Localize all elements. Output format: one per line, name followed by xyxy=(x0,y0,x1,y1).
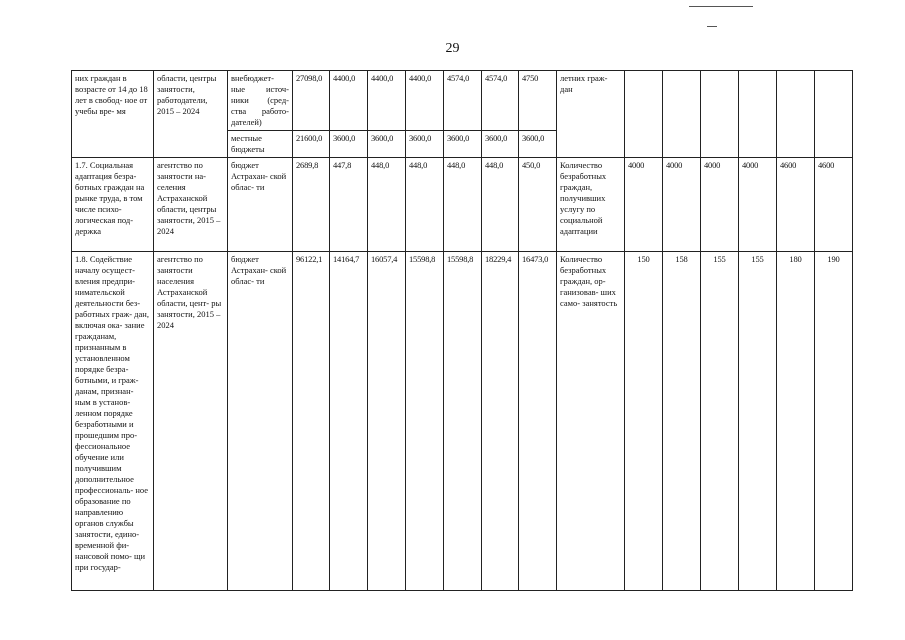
amount-year: 3600,0 xyxy=(444,131,482,158)
target-year xyxy=(701,71,739,158)
amount-year: 448,0 xyxy=(406,158,444,252)
top-right-rule xyxy=(689,6,753,7)
amount-year: 15598,8 xyxy=(444,252,482,591)
target-year: 190 xyxy=(815,252,853,591)
amount-year: 4400,0 xyxy=(406,71,444,131)
executor: агентство по занятости на- селения Астраханской области, центры занятости, 2015 – 2024 xyxy=(154,158,228,252)
amount-year: 448,0 xyxy=(368,158,406,252)
target-year xyxy=(625,71,663,158)
table-row xyxy=(72,158,853,252)
amount-year: 3600,0 xyxy=(406,131,444,158)
amount-year: 448,0 xyxy=(482,158,519,252)
amount-year: 4400,0 xyxy=(368,71,406,131)
target-year xyxy=(663,71,701,158)
target-year: 4600 xyxy=(815,158,853,252)
amount-year: 15598,8 xyxy=(406,252,444,591)
amount-year: 4400,0 xyxy=(330,71,368,131)
amount-year: 3600,0 xyxy=(519,131,557,158)
activity-name: 1.7. Социальная адаптация безра- ботных граждан на рынке труда, в том числе психо- логическая под- держка xyxy=(72,158,154,252)
executor: агентство по занятости населения Астраханской области, цент- ры занятости, 2015 – 2024 xyxy=(154,252,228,591)
target-year: 158 xyxy=(663,252,701,591)
funding-source: внебюджет- ные источ- ники (сред- ства работо- дателей) xyxy=(228,71,293,131)
page-number: 29 xyxy=(445,41,460,56)
amount-year: 3600,0 xyxy=(482,131,519,158)
top-right-rule-short xyxy=(707,26,717,27)
target-year xyxy=(777,71,815,158)
target-year: 4000 xyxy=(663,158,701,252)
amount-total: 2689,8 xyxy=(293,158,330,252)
target-year xyxy=(815,71,853,158)
funding-source: бюджет Астрахан- ской облас- ти xyxy=(228,252,293,591)
amount-year: 4750 xyxy=(519,71,557,131)
target-year: 155 xyxy=(739,252,777,591)
funding-source: бюджет Астрахан- ской облас- ти xyxy=(228,158,293,252)
table-row xyxy=(72,252,853,591)
activity-name: них граждан в возрасте от 14 до 18 лет в свобод- ное от учебы вре- мя xyxy=(72,71,154,158)
amount-year: 4574,0 xyxy=(482,71,519,131)
amount-year: 16057,4 xyxy=(368,252,406,591)
target-year: 4000 xyxy=(701,158,739,252)
amount-year: 18229,4 xyxy=(482,252,519,591)
amount-year: 4574,0 xyxy=(444,71,482,131)
program-table xyxy=(71,70,853,591)
activity-name: 1.8. Содействие началу осущест- вления предпри- нимательской деятельности без- работных граж- дан, включая ока- зание гражданам, признанным в установленном порядке безра- ботными, и граж- данам, признан- ным в установ- ленном порядке безработными и прошедшим про- фессиональное обучение или получившим дополнительное профессиональ- ное образование по направлению органов службы занятости, едино- временной фи- нансовой помо- щи при государ- xyxy=(72,252,154,591)
target-year: 4000 xyxy=(625,158,663,252)
funding-source: местные бюджеты xyxy=(228,131,293,158)
table-row xyxy=(72,71,853,131)
amount-total: 21600,0 xyxy=(293,131,330,158)
target-year xyxy=(739,71,777,158)
amount-year: 450,0 xyxy=(519,158,557,252)
amount-year: 447,8 xyxy=(330,158,368,252)
amount-year: 14164,7 xyxy=(330,252,368,591)
target-year: 150 xyxy=(625,252,663,591)
amount-total: 96122,1 xyxy=(293,252,330,591)
amount-year: 3600,0 xyxy=(330,131,368,158)
target-year: 180 xyxy=(777,252,815,591)
amount-year: 16473,0 xyxy=(519,252,557,591)
amount-year: 3600,0 xyxy=(368,131,406,158)
indicator: летних граж- дан xyxy=(557,71,625,158)
amount-year: 448,0 xyxy=(444,158,482,252)
amount-total: 27098,0 xyxy=(293,71,330,131)
target-year: 155 xyxy=(701,252,739,591)
target-year: 4000 xyxy=(739,158,777,252)
indicator: Количество безработных граждан, получивших услугу по социальной адаптации xyxy=(557,158,625,252)
indicator: Количество безработных граждан, ор- ганизовав- ших само- занятость xyxy=(557,252,625,591)
target-year: 4600 xyxy=(777,158,815,252)
executor: области, центры занятости, работодатели, 2015 – 2024 xyxy=(154,71,228,158)
